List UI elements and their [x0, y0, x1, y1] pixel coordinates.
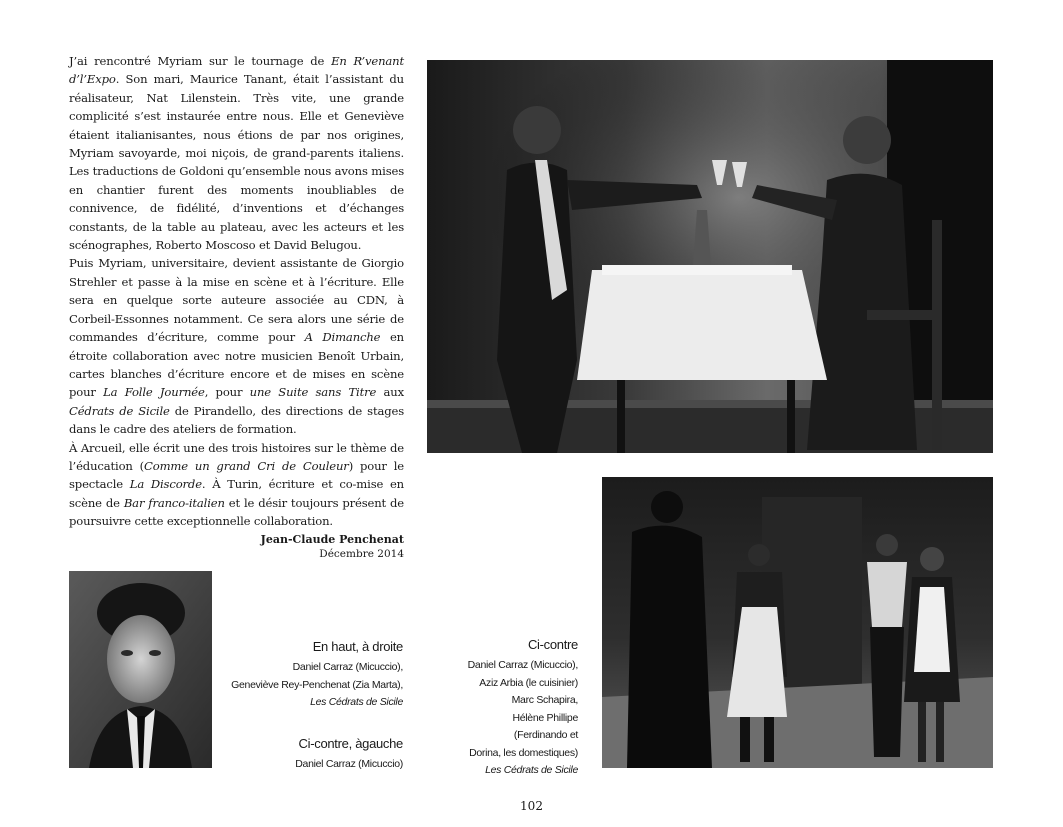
caption-work-title: Les Cédrats de Sicile: [485, 764, 578, 776]
caption-line: (Ferdinando et: [513, 729, 578, 741]
caption-line: Geneviève Rey-Penchenat (Zia Marta),: [231, 678, 403, 691]
caption-top-right-photo: [231, 637, 403, 712]
caption-line: Daniel Carraz (Micuccio),: [292, 661, 403, 673]
author-name: Jean-Claude Penchenat: [260, 533, 404, 546]
page-number: 102: [520, 799, 543, 813]
signature-date: Décembre 2014: [319, 548, 404, 560]
article-paragraph-3: À Arcueil, elle écrit une des trois histoires sur le thème de l’éducation (Comme un grand Cri de Couleur) pour le spectacle La Discorde. À Turin, écriture et co-mise en scène de Bar franco-italien et le désir toujours présent de poursuivre cette exceptionnelle collaboration.: [69, 440, 405, 529]
caption-line: Marc Schapira,: [511, 694, 578, 706]
photo-toast-scene: [427, 60, 993, 453]
caption-line: Daniel Carraz (Micuccio): [295, 758, 403, 770]
caption-line: Aziz Arbia (le cuisinier): [479, 676, 578, 689]
caption-heading: Ci-contre: [527, 637, 578, 652]
photo-stage-scene: [602, 477, 993, 768]
caption-heading: Ci-contre, àgauche: [298, 736, 403, 751]
caption-line: Dorina, les domestiques): [469, 746, 578, 759]
article-paragraph-1: J’ai rencontré Myriam sur le tournage de En R’venant d’l’Expo. Son mari, Maurice Tanant, était l’assistant du réalisateur, Nat Lilenstein. Très vite, une grande complicité s’est instaurée entre nous. Elle et Geneviève étaient italianisantes, nous étions de par nos origines, Myriam savoyarde, moi niçois, de grand-parents italiens. Les traductions de Goldoni qu’ensemble nous avons mises en chantier furent des moments inoubliables de connivence, de fidélité, d’inventions et d’échanges constants, de la table au plateau, avec les acteurs et les scénographes, Roberto Moscoso et David Belugou.: [69, 54, 405, 253]
article-body: [69, 52, 404, 531]
signature-block: [261, 532, 404, 562]
caption-stage-photo: [468, 635, 578, 780]
photo-portrait-daniel-carraz: [69, 571, 212, 768]
caption-line: Hélène Phillipe: [512, 711, 578, 724]
article-paragraph-2: Puis Myriam, universitaire, devient assistante de Giorgio Strehler et passe à la mise en scène et à l’écriture. Elle sera en quelque sorte auteure associée au CDN, à Corbeil-Essonnes notamment. Ce sera alors une série de commandes d’écriture, comme pour A Dimanche en étroite collaboration avec notre musicien Benoît Urbain, cartes blanches d’écriture encore et de mises en scène pour La Folle Journée, pour une Suite sans Titre aux Cédrats de Sicile de Pirandello, des directions de stages dans le cadre des ateliers de formation.: [69, 256, 404, 437]
caption-work-title: Les Cédrats de Sicile: [310, 696, 403, 708]
caption-heading: En haut, à droite: [312, 639, 403, 654]
caption-left-photo: [295, 734, 403, 774]
caption-line: Daniel Carraz (Micuccio),: [467, 659, 578, 671]
